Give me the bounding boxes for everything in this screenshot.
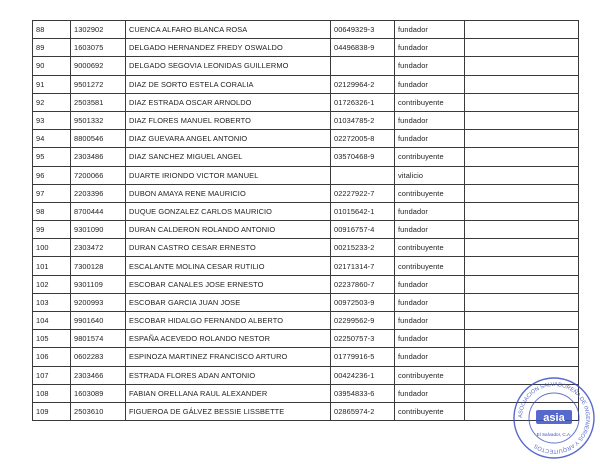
table-row (33, 39, 579, 57)
empty-cell (465, 221, 579, 239)
table-row (33, 57, 579, 75)
empty-cell (465, 148, 579, 166)
member-type-cell: fundador (395, 293, 465, 311)
table-row (33, 384, 579, 402)
document-number-cell (331, 57, 395, 75)
member-name-cell: ESCALANTE MOLINA CESAR RUTILIO (126, 257, 331, 275)
member-table-body (33, 21, 579, 421)
table-row (33, 348, 579, 366)
row-number-cell: 98 (33, 202, 71, 220)
member-type-cell: fundador (395, 384, 465, 402)
row-number-cell: 90 (33, 57, 71, 75)
empty-cell (465, 202, 579, 220)
row-number-cell: 91 (33, 75, 71, 93)
member-code-cell: 1603075 (71, 39, 126, 57)
document-number-cell: 02250757-3 (331, 330, 395, 348)
member-name-cell: DELGADO SEGOVIA LEONIDAS GUILLERMO (126, 57, 331, 75)
member-type-cell: contribuyente (395, 93, 465, 111)
member-name-cell: DIAZ DE SORTO ESTELA CORALIA (126, 75, 331, 93)
member-code-cell: 9501272 (71, 75, 126, 93)
document-number-cell: 00424236-1 (331, 366, 395, 384)
member-type-cell: fundador (395, 202, 465, 220)
empty-cell (465, 166, 579, 184)
table-row (33, 221, 579, 239)
row-number-cell: 93 (33, 111, 71, 129)
table-row (33, 239, 579, 257)
member-code-cell: 2303466 (71, 366, 126, 384)
member-code-cell: 2303486 (71, 148, 126, 166)
document-number-cell: 04496838-9 (331, 39, 395, 57)
empty-cell (465, 57, 579, 75)
document-number-cell: 00649329-3 (331, 21, 395, 39)
row-number-cell: 99 (33, 221, 71, 239)
table-row (33, 366, 579, 384)
seal-logo-text: asia (543, 412, 565, 424)
member-code-cell: 1603089 (71, 384, 126, 402)
association-seal (512, 376, 596, 460)
row-number-cell: 97 (33, 184, 71, 202)
empty-cell (465, 348, 579, 366)
row-number-cell: 94 (33, 130, 71, 148)
member-type-cell: fundador (395, 57, 465, 75)
document-number-cell: 03954833-6 (331, 384, 395, 402)
member-code-cell: 0602283 (71, 348, 126, 366)
seal-location-text: El Salvador, C.A. (536, 432, 572, 437)
table-row (33, 293, 579, 311)
table-row (33, 21, 579, 39)
table-row (33, 275, 579, 293)
table-row (33, 111, 579, 129)
member-type-cell: fundador (395, 39, 465, 57)
row-number-cell: 92 (33, 93, 71, 111)
document-number-cell: 00215233-2 (331, 239, 395, 257)
member-name-cell: DUBON AMAYA RENE MAURICIO (126, 184, 331, 202)
document-number-cell: 02272005-8 (331, 130, 395, 148)
member-type-cell: vitalicio (395, 166, 465, 184)
empty-cell (465, 93, 579, 111)
table-row (33, 312, 579, 330)
member-type-cell: contribuyente (395, 366, 465, 384)
member-name-cell: FABIAN ORELLANA RAUL ALEXANDER (126, 384, 331, 402)
member-code-cell: 9501332 (71, 111, 126, 129)
member-code-cell: 2503581 (71, 93, 126, 111)
member-type-cell: fundador (395, 221, 465, 239)
document-number-cell: 03570468-9 (331, 148, 395, 166)
member-code-cell: 2203396 (71, 184, 126, 202)
document-number-cell: 01726326-1 (331, 93, 395, 111)
member-type-cell: fundador (395, 275, 465, 293)
member-code-cell: 1302902 (71, 21, 126, 39)
member-type-cell: fundador (395, 111, 465, 129)
member-type-cell: fundador (395, 130, 465, 148)
member-name-cell: DUQUE GONZALEZ CARLOS MAURICIO (126, 202, 331, 220)
member-name-cell: ESTRADA FLORES ADAN ANTONIO (126, 366, 331, 384)
table-row (33, 93, 579, 111)
table-row (33, 402, 579, 420)
row-number-cell: 102 (33, 275, 71, 293)
empty-cell (465, 111, 579, 129)
empty-cell (465, 39, 579, 57)
member-name-cell: ESCOBAR CANALES JOSE ERNESTO (126, 275, 331, 293)
row-number-cell: 108 (33, 384, 71, 402)
empty-cell (465, 293, 579, 311)
document-number-cell: 01015642-1 (331, 202, 395, 220)
document-number-cell: 00916757-4 (331, 221, 395, 239)
member-name-cell: CUENCA ALFARO BLANCA ROSA (126, 21, 331, 39)
member-code-cell: 8800546 (71, 130, 126, 148)
member-code-cell: 2303472 (71, 239, 126, 257)
row-number-cell: 96 (33, 166, 71, 184)
empty-cell (465, 21, 579, 39)
empty-cell (465, 130, 579, 148)
document-number-cell: 01779916-5 (331, 348, 395, 366)
document-number-cell: 02237860-7 (331, 275, 395, 293)
member-name-cell: DIAZ FLORES MANUEL ROBERTO (126, 111, 331, 129)
empty-cell (465, 257, 579, 275)
member-code-cell: 8700444 (71, 202, 126, 220)
table-row (33, 184, 579, 202)
member-name-cell: ESCOBAR GARCIA JUAN JOSE (126, 293, 331, 311)
document-number-cell: 02129964-2 (331, 75, 395, 93)
row-number-cell: 103 (33, 293, 71, 311)
member-type-cell: fundador (395, 348, 465, 366)
member-name-cell: DURAN CALDERON ROLANDO ANTONIO (126, 221, 331, 239)
empty-cell (465, 75, 579, 93)
row-number-cell: 95 (33, 148, 71, 166)
member-code-cell: 9801574 (71, 330, 126, 348)
member-code-cell: 2503610 (71, 402, 126, 420)
empty-cell (465, 275, 579, 293)
table-row (33, 166, 579, 184)
member-type-cell: contribuyente (395, 148, 465, 166)
row-number-cell: 104 (33, 312, 71, 330)
row-number-cell: 89 (33, 39, 71, 57)
member-code-cell: 7200066 (71, 166, 126, 184)
table-row (33, 330, 579, 348)
row-number-cell: 105 (33, 330, 71, 348)
member-type-cell: fundador (395, 312, 465, 330)
row-number-cell: 109 (33, 402, 71, 420)
member-type-cell: contribuyente (395, 257, 465, 275)
member-name-cell: DUARTE IRIONDO VICTOR MANUEL (126, 166, 331, 184)
empty-cell (465, 330, 579, 348)
member-code-cell: 9200993 (71, 293, 126, 311)
table-row (33, 257, 579, 275)
member-name-cell: ESPINOZA MARTINEZ FRANCISCO ARTURO (126, 348, 331, 366)
member-type-cell: fundador (395, 75, 465, 93)
table-row (33, 75, 579, 93)
member-name-cell: DIAZ GUEVARA ANGEL ANTONIO (126, 130, 331, 148)
member-name-cell: DURAN CASTRO CESAR ERNESTO (126, 239, 331, 257)
document-number-cell: 02227922-7 (331, 184, 395, 202)
member-code-cell: 7300128 (71, 257, 126, 275)
member-type-cell: contribuyente (395, 184, 465, 202)
member-code-cell: 9901640 (71, 312, 126, 330)
document-number-cell (331, 166, 395, 184)
table-row (33, 130, 579, 148)
member-name-cell: FIGUEROA DE GÁLVEZ BESSIE LISSBETTE (126, 402, 331, 420)
member-type-cell: fundador (395, 21, 465, 39)
empty-cell (465, 312, 579, 330)
row-number-cell: 88 (33, 21, 71, 39)
member-name-cell: DELGADO HERNANDEZ FREDY OSWALDO (126, 39, 331, 57)
member-type-cell: contribuyente (395, 239, 465, 257)
row-number-cell: 101 (33, 257, 71, 275)
row-number-cell: 100 (33, 239, 71, 257)
member-table (32, 20, 579, 421)
member-name-cell: DIAZ SANCHEZ MIGUEL ANGEL (126, 148, 331, 166)
empty-cell (465, 184, 579, 202)
member-name-cell: ESCOBAR HIDALGO FERNANDO ALBERTO (126, 312, 331, 330)
member-type-cell: fundador (395, 330, 465, 348)
seal-ring-textpath: ASOCIACION SALVADOREÑA DE INGENIEROS Y ARQUITECTOS (517, 381, 591, 455)
member-code-cell: 9301109 (71, 275, 126, 293)
document-number-cell: 02171314-7 (331, 257, 395, 275)
row-number-cell: 107 (33, 366, 71, 384)
row-number-cell: 106 (33, 348, 71, 366)
member-name-cell: DIAZ ESTRADA OSCAR ARNOLDO (126, 93, 331, 111)
table-row (33, 148, 579, 166)
document-number-cell: 00972503-9 (331, 293, 395, 311)
empty-cell (465, 239, 579, 257)
table-row (33, 202, 579, 220)
member-code-cell: 9000692 (71, 57, 126, 75)
document-number-cell: 02299562-9 (331, 312, 395, 330)
document-number-cell: 01034785-2 (331, 111, 395, 129)
member-name-cell: ESPAÑA ACEVEDO ROLANDO NESTOR (126, 330, 331, 348)
member-code-cell: 9301090 (71, 221, 126, 239)
document-number-cell: 02865974-2 (331, 402, 395, 420)
member-type-cell: contribuyente (395, 402, 465, 420)
